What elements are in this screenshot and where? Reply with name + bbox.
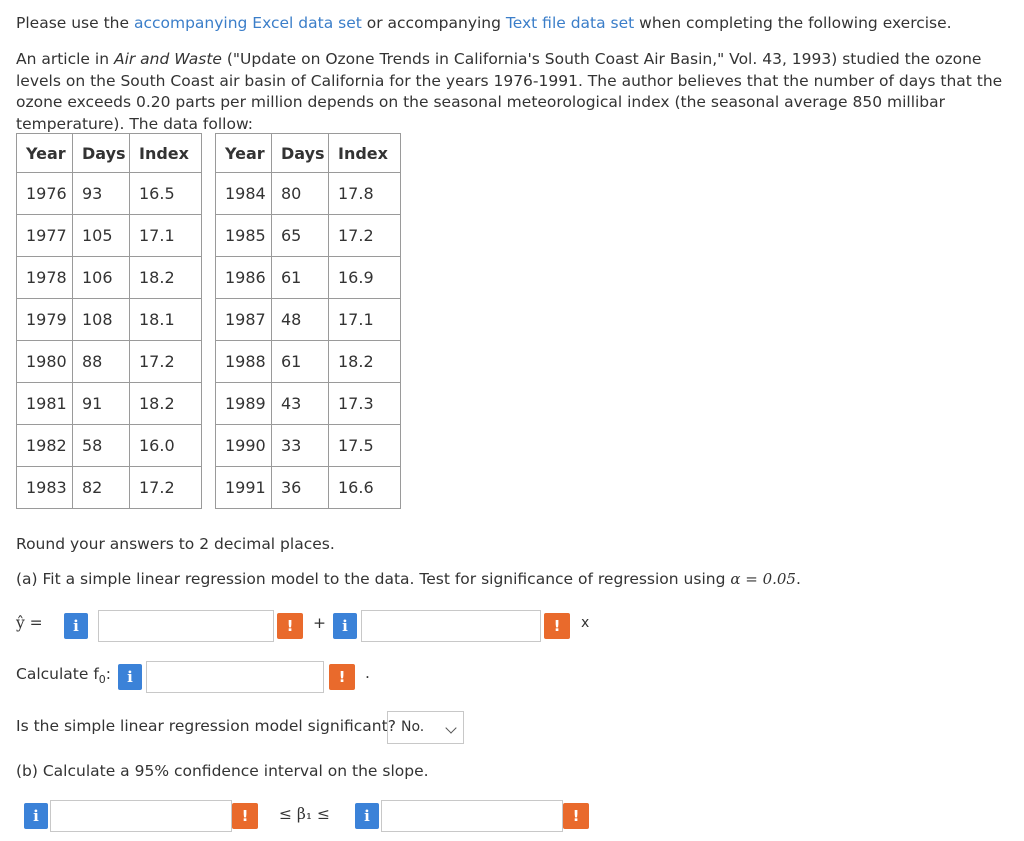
year-cell: 1979 (17, 299, 73, 341)
year-cell: 1984 (216, 173, 272, 215)
year-cell: 1981 (17, 383, 73, 425)
ci-upper-input[interactable] (381, 800, 563, 832)
days-cell: 36 (272, 467, 329, 509)
plus-sign: + (313, 614, 326, 632)
year-cell: 1980 (17, 341, 73, 383)
index-cell: 17.3 (329, 383, 401, 425)
index-cell: 17.2 (130, 341, 202, 383)
header-index-2: Index (329, 134, 401, 173)
significance-question: Is the simple linear regression model significant? (16, 717, 396, 735)
year-cell: 1982 (17, 425, 73, 467)
year-cell: 1976 (17, 173, 73, 215)
days-cell: 33 (272, 425, 329, 467)
intro-middle: or accompanying (361, 14, 506, 32)
warning-icon[interactable]: ! (329, 664, 355, 690)
index-cell: 17.2 (329, 215, 401, 257)
index-cell: 17.5 (329, 425, 401, 467)
intro-suffix: when completing the following exercise. (634, 14, 952, 32)
year-cell: 1983 (17, 467, 73, 509)
intro-text (16, 13, 1016, 35)
days-cell: 91 (73, 383, 130, 425)
index-cell: 16.9 (329, 257, 401, 299)
info-icon[interactable]: i (64, 613, 88, 639)
f0-subscript: 0 (98, 673, 106, 687)
info-icon[interactable]: i (333, 613, 357, 639)
index-cell: 18.2 (130, 257, 202, 299)
column-gap (202, 134, 216, 173)
index-cell: 18.1 (130, 299, 202, 341)
index-cell: 18.2 (329, 341, 401, 383)
days-cell: 105 (73, 215, 130, 257)
alpha-expression: α = 0.05 (730, 570, 796, 588)
warning-icon[interactable]: ! (544, 613, 570, 639)
info-icon[interactable]: i (118, 664, 142, 690)
header-days-1: Days (73, 134, 130, 173)
days-cell: 93 (73, 173, 130, 215)
table-row (17, 425, 401, 467)
year-cell: 1986 (216, 257, 272, 299)
part-b-question: (b) Calculate a 95% confidence interval on the slope. (16, 762, 429, 780)
column-gap (202, 467, 216, 509)
year-cell: 1985 (216, 215, 272, 257)
year-cell: 1991 (216, 467, 272, 509)
yhat-label: ŷ = (16, 614, 43, 632)
index-cell: 17.1 (130, 215, 202, 257)
column-gap (202, 257, 216, 299)
column-gap (202, 425, 216, 467)
part-a-question-text: (a) Fit a simple linear regression model to the data. Test for significance of regression using (16, 570, 731, 588)
header-days-2: Days (272, 134, 329, 173)
index-cell: 18.2 (130, 383, 202, 425)
f0-label (16, 665, 111, 686)
warning-icon[interactable]: ! (232, 803, 258, 829)
slope-input[interactable] (361, 610, 541, 642)
index-cell: 16.5 (130, 173, 202, 215)
column-gap (202, 215, 216, 257)
index-cell: 17.1 (329, 299, 401, 341)
index-cell: 16.6 (329, 467, 401, 509)
year-cell: 1987 (216, 299, 272, 341)
chevron-down-icon (445, 722, 456, 733)
days-cell: 80 (272, 173, 329, 215)
days-cell: 82 (73, 467, 130, 509)
warning-icon[interactable]: ! (563, 803, 589, 829)
column-gap (202, 299, 216, 341)
header-index-1: Index (130, 134, 202, 173)
index-cell: 17.8 (329, 173, 401, 215)
x-variable-label: x (581, 615, 590, 631)
part-a-period: . (795, 570, 801, 588)
table-row (17, 467, 401, 509)
header-year-2: Year (216, 134, 272, 173)
column-gap (202, 341, 216, 383)
year-cell: 1977 (17, 215, 73, 257)
ci-lower-input[interactable] (50, 800, 232, 832)
header-year-1: Year (17, 134, 73, 173)
article-text (16, 49, 1016, 135)
index-cell: 17.2 (130, 467, 202, 509)
significance-select-value: No. (401, 719, 425, 735)
days-cell: 61 (272, 257, 329, 299)
table-row (17, 299, 401, 341)
year-cell: 1988 (216, 341, 272, 383)
table-row (17, 215, 401, 257)
days-cell: 58 (73, 425, 130, 467)
journal-name: Air and Waste (113, 50, 222, 68)
days-cell: 65 (272, 215, 329, 257)
round-note: Round your answers to 2 decimal places. (16, 535, 335, 553)
info-icon[interactable]: i (24, 803, 48, 829)
table-header-row (17, 134, 401, 173)
info-icon[interactable]: i (355, 803, 379, 829)
warning-icon[interactable]: ! (277, 613, 303, 639)
index-cell: 16.0 (130, 425, 202, 467)
year-cell: 1978 (17, 257, 73, 299)
table-row (17, 257, 401, 299)
text-data-link[interactable]: Text file data set (505, 14, 635, 32)
intercept-input[interactable] (98, 610, 274, 642)
f0-label-text: Calculate f (16, 665, 99, 683)
year-cell: 1990 (216, 425, 272, 467)
table-row (17, 341, 401, 383)
days-cell: 88 (73, 341, 130, 383)
days-cell: 61 (272, 341, 329, 383)
column-gap (202, 383, 216, 425)
days-cell: 43 (272, 383, 329, 425)
table-row (17, 383, 401, 425)
data-table (16, 133, 401, 509)
article-suffix: ("Update on Ozone Trends in California's South Coast Air Basin," Vol. 43, 1993) studied the ozone levels on the South Coast air basin of California for the years 1976-1991. The author believes that the number of days that the ozone exceeds 0.20 parts per million depends on the seasonal meteorological index (the seasonal average 850 millibar temperature). The data follow: (16, 50, 1003, 133)
intro-prefix: Please use the (16, 14, 134, 32)
table-row (17, 173, 401, 215)
excel-data-link[interactable]: accompanying Excel data set (133, 14, 362, 32)
part-a-question (16, 570, 801, 588)
days-cell: 106 (73, 257, 130, 299)
beta-inequality: ≤ β₁ ≤ (279, 805, 331, 823)
f0-input[interactable] (146, 661, 324, 693)
year-cell: 1989 (216, 383, 272, 425)
significance-select[interactable] (387, 711, 464, 744)
article-prefix: An article in (16, 50, 114, 68)
f0-period: . (365, 664, 370, 682)
column-gap (202, 173, 216, 215)
days-cell: 108 (73, 299, 130, 341)
f0-colon: : (105, 665, 112, 683)
days-cell: 48 (272, 299, 329, 341)
